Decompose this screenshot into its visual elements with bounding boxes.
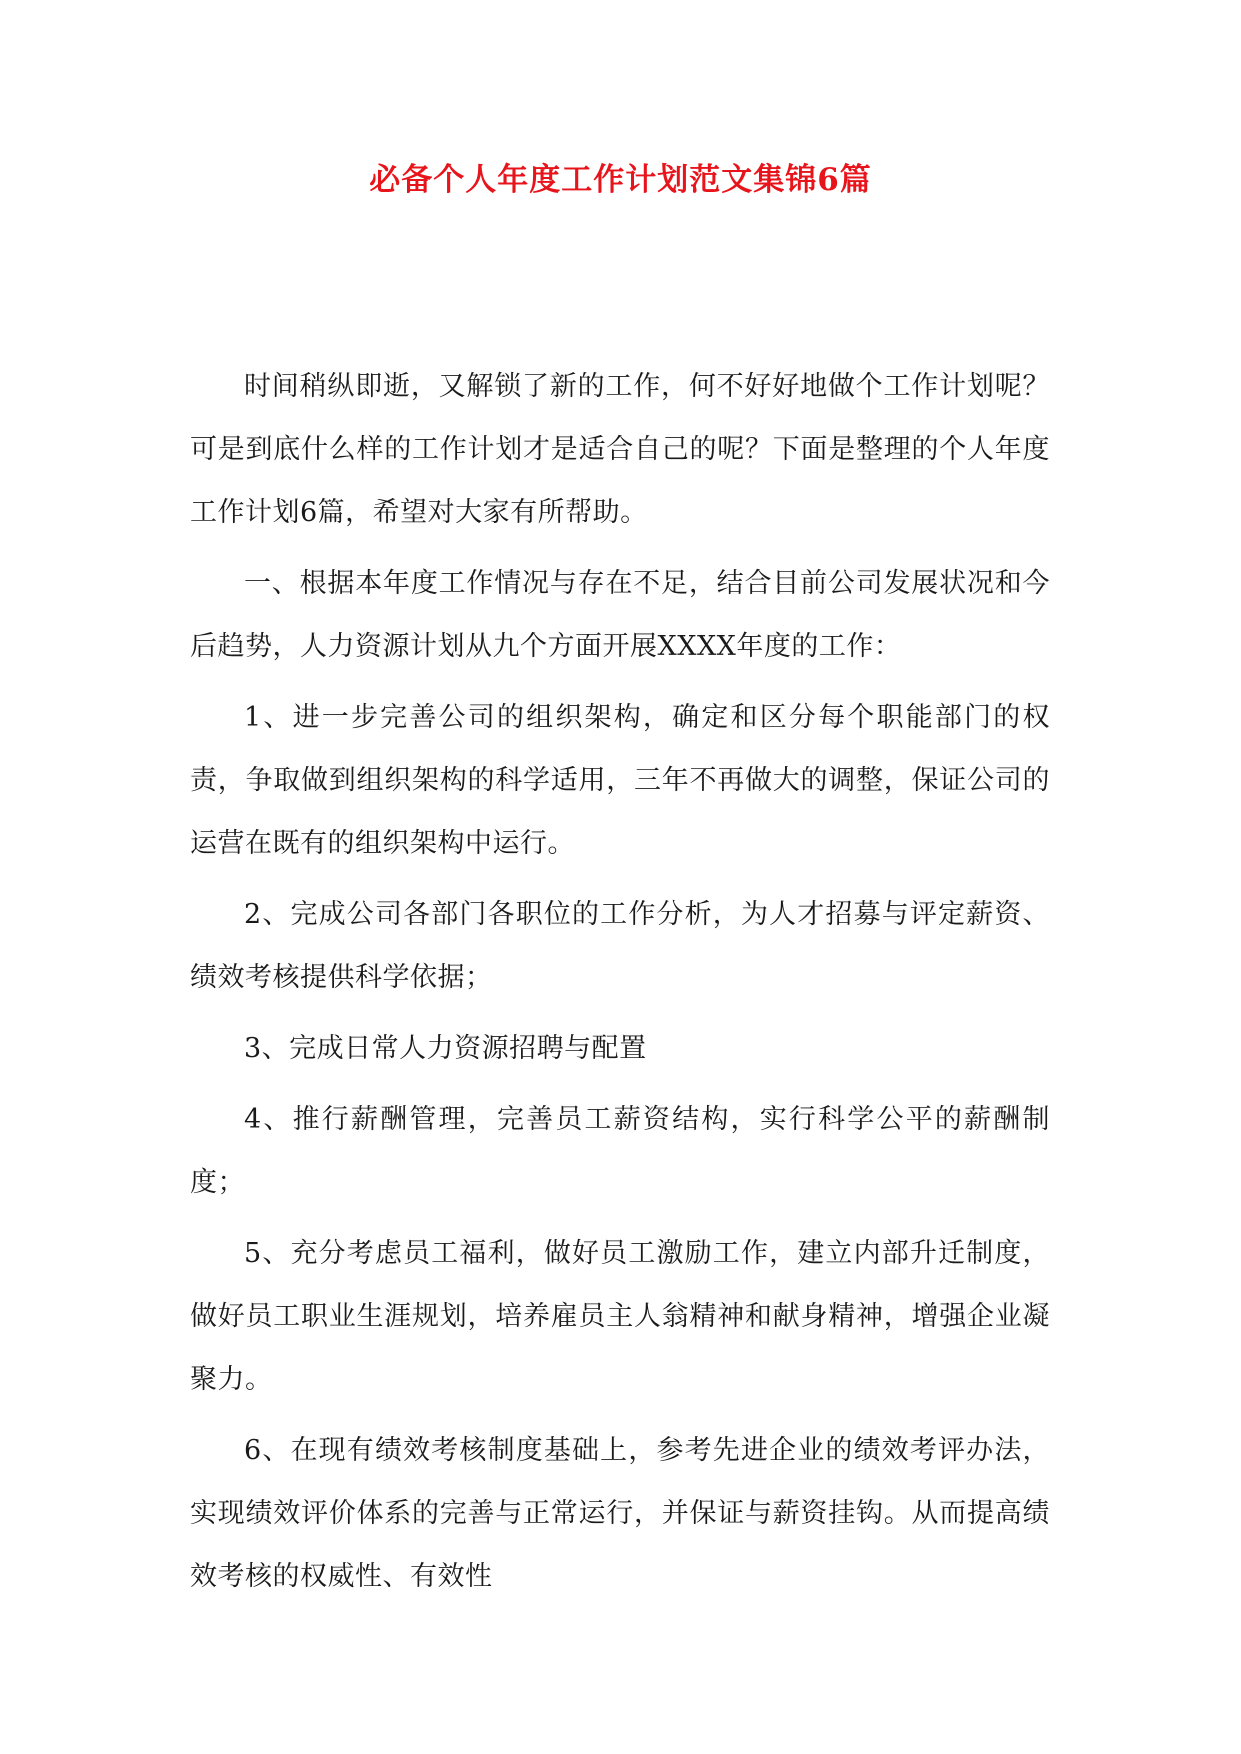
item-1-paragraph: 1、进一步完善公司的组织架构，确定和区分每个职能部门的权责，争取做到组织架构的科学适用，三年不再做大的调整，保证公司的运营在既有的组织架构中运行。 xyxy=(190,702,1050,859)
item-2-paragraph: 2、完成公司各部门各职位的工作分析，为人才招募与评定薪资、绩效考核提供科学依据； xyxy=(190,899,1050,993)
item-4-paragraph: 4、推行薪酬管理，完善员工薪资结构，实行科学公平的薪酬制度； xyxy=(190,1104,1050,1198)
item-3-paragraph: 3、完成日常人力资源招聘与配置 xyxy=(244,1033,647,1064)
intro-paragraph: 时间稍纵即逝，又解锁了新的工作，何不好好地做个工作计划呢？可是到底什么样的工作计划才是适合自己的呢？下面是整理的个人年度工作计划6篇，希望对大家有所帮助。 xyxy=(190,371,1050,528)
item-6-paragraph: 6、在现有绩效考核制度基础上，参考先进企业的绩效考评办法，实现绩效评价体系的完善与正常运行，并保证与薪资挂钩。从而提高绩效考核的权威性、有效性 xyxy=(190,1435,1050,1592)
item-5-paragraph: 5、充分考虑员工福利，做好员工激励工作，建立内部升迁制度，做好员工职业生涯规划，培养雇员主人翁精神和献身精神，增强企业凝聚力。 xyxy=(190,1238,1050,1395)
section-one-paragraph: 一、根据本年度工作情况与存在不足，结合目前公司发展状况和今后趋势，人力资源计划从九个方面开展XXXX年度的工作： xyxy=(190,568,1050,662)
document-title: 必备个人年度工作计划范文集锦6篇 xyxy=(369,162,872,198)
document-body xyxy=(190,355,1050,1616)
